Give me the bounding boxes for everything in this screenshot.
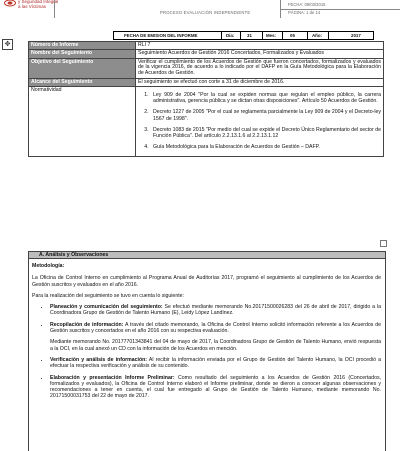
- list-item: 3. Decreto 1083 de 2015 "Por medio del cual se expide el Decreto Único Reglamentario del sector de Función Pública". Del artículo 2.2.13.1.6 al 2.2.13.1.12: [150, 127, 381, 139]
- month-label: Mes:: [266, 33, 277, 38]
- criteria-paragraph: Para la realización del seguimiento se tuvo en cuenta lo siguiente:: [32, 292, 184, 299]
- section-title: A. Análisis y Observaciones: [29, 252, 385, 259]
- item-title: Recopilación de información:: [50, 321, 124, 328]
- year-label: Año:: [312, 33, 322, 38]
- response-paragraph: Mediante memorando No. 20177701343841 del 04 de mayo de 2017, la Coordinadora Grupo de Gestión de Talento Humano, envió respuesta a la OCI, en la cual anexó un CD con la información de los Acuerdos en mención.: [50, 339, 381, 352]
- header-meta: [288, 0, 325, 17]
- header-divider: [54, 0, 55, 18]
- regulations-list: [138, 92, 381, 150]
- item-title: Planeación y comunicación del seguimiento:: [50, 304, 163, 311]
- list-item: [50, 357, 381, 370]
- scope-value: El seguimiento se efectuó con corte a 31 de diciembre de 2016.: [136, 78, 384, 86]
- table-row: [29, 42, 384, 50]
- section-body: [32, 263, 381, 405]
- item-title: Verificación y análisis de información:: [50, 356, 148, 363]
- list-item: [50, 322, 381, 335]
- report-number-value: RLI 7: [136, 42, 384, 50]
- table-row: [29, 58, 384, 78]
- list-item: 2. Decreto 1227 de 2005 "Por el cual se reglamenta parcialmente la Ley 909 de 2004 y el Decreto-ley 1567 de 1998".: [150, 109, 381, 121]
- table-row: [29, 78, 384, 86]
- emission-date-row: [113, 31, 374, 40]
- table-resize-handle[interactable]: [380, 240, 387, 247]
- header-page: PÁGINA: 1 de 14: [288, 10, 321, 15]
- methodology-list: [32, 304, 381, 334]
- item-text: Se efectuó mediante memorando No.20171500026283 del 26 de abril de 2017, dirigido a la Coordinadora Grupo de Gestión de Talento Humano (E), Leidy López Landínez.: [50, 304, 381, 317]
- report-info-table: [28, 41, 384, 157]
- table-move-handle-icon[interactable]: ✥: [2, 39, 13, 50]
- objective-label: Objetivo del Seguimiento: [29, 58, 136, 78]
- brand-line-3: a las Víctimas: [18, 3, 47, 9]
- list-item: [50, 304, 381, 317]
- table-row: [29, 87, 384, 157]
- regulations-value: [136, 87, 384, 157]
- brand-line-2: y Seguridad Integral: [18, 0, 59, 4]
- emission-date-label: FECHA DE EMISION DEL INFORME: [124, 33, 198, 38]
- followup-name-label: Nombre del Seguimiento: [29, 50, 136, 58]
- followup-name-value: Seguimiento Acuerdos de Gestión 2016 Concertados, Formalizados y Evaluados: [136, 50, 384, 58]
- analysis-section: [28, 251, 386, 451]
- methodology-heading: Metodología:: [32, 263, 65, 269]
- day-value: 31: [247, 33, 252, 38]
- brand-text: [18, 0, 58, 9]
- scope-label: Alcance del Seguimiento: [29, 78, 136, 86]
- report-number-label: Número de Informe: [29, 42, 136, 50]
- regulations-label: Normatividad: [29, 87, 136, 157]
- objective-value: Verificar el cumplimiento de los Acuerdos de Gestión que fueron concertados, formalizados y evaluados de la vigencia 2016, de acuerdo a lo indicado por el DAFP en la Guía Metodológica para la Elaboración de Acuerdos de Gestión.: [136, 58, 384, 78]
- item-title: Elaboración y presentación Informe Preliminar:: [50, 374, 175, 381]
- list-item: 1. Ley 909 de 2004 "Por la cual se expiden normas que regulan el empleo público, la carrera administrativa, gerencia pública y se dictan otras disposiciones". Artículo 50 Acuerdos de Gestión.: [150, 92, 381, 104]
- year-value: 2017: [351, 33, 361, 38]
- item-text: A través del citado memorando, la Oficina de Control Interno solicitó información referente a los Acuerdos de Gestión suscritos y concertados en el año 2016 con su respectiva evaluación.: [50, 321, 382, 335]
- intro-paragraph: La Oficina de Control Interno en cumplimiento al Programa Anual de Auditorías 2017, programó el seguimiento al cumplimiento de los Acuerdos de Gestión suscritos y evaluados en el año 2016.: [32, 275, 381, 288]
- list-item: 4. Guía Metodológica para la Elaboración de Acuerdos de Gestión – DAFP.: [150, 144, 381, 150]
- day-label: Día:: [226, 33, 235, 38]
- header-date: FECHA: 09/03/2015: [288, 2, 326, 7]
- methodology-list: [32, 357, 381, 400]
- document-header: [0, 0, 400, 22]
- logo-icon: [4, 0, 16, 10]
- document-process-title: PROCESO EVALUACIÓN INDEPENDIENTE: [160, 10, 251, 15]
- item-text: Al recibir la información enviada por el Grupo de Gestión del Talento Humano, la OCI procedió a efectuar la respectiva verificación y análisis de su contenido.: [50, 356, 381, 370]
- month-value: 05: [290, 33, 295, 38]
- item-text: Como resultado del seguimiento a los Acuerdos de Gestión 2016 (Concertados, formalizados y evaluados), la Oficina de Control Interno elaboró el Informe preliminar, donde se dieron a conocer algunas observaciones y recomendaciones a tener en cuenta, el cual fue entregado al Grupo de Gestión de Talento Humano, mediante memorando No. 20171500031753 del 22 de mayo de 2017.: [50, 374, 381, 400]
- list-item: [50, 375, 381, 400]
- table-row: [29, 50, 384, 58]
